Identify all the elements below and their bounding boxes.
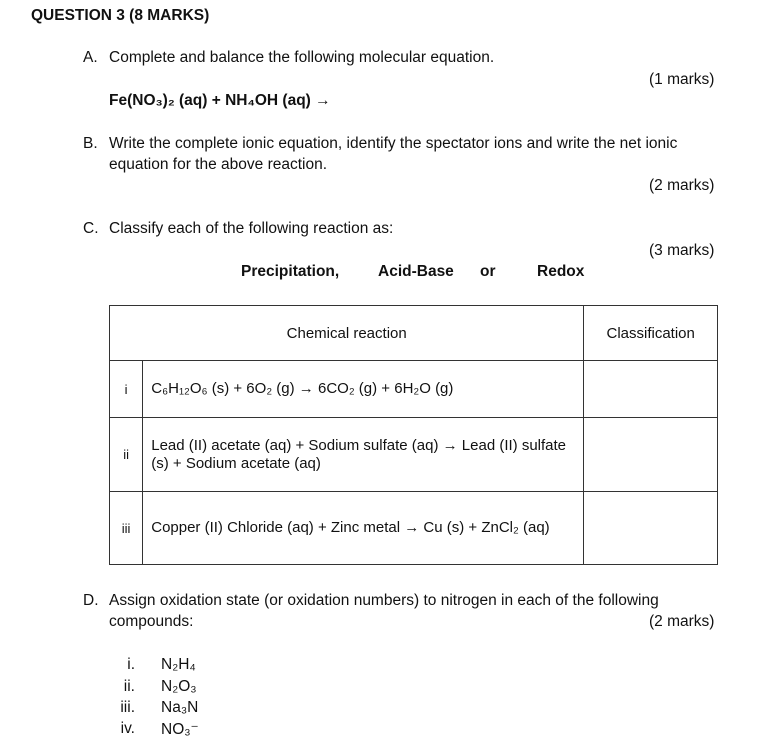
list-item-numeral: i. [127,656,135,673]
row-index: ii [110,418,143,492]
list-item-formula: N₂O₃ [161,678,197,695]
part-b-instruction-line1: Write the complete ionic equation, identify the spectator ions and write the net ionic [109,135,678,152]
part-a-letter: A. [83,49,98,66]
list-item-numeral: ii. [123,678,135,695]
list-item-formula: NO₃⁻ [161,721,199,738]
row-index: i [110,361,143,418]
reaction-classification-table [109,305,718,565]
header-classification: Classification [584,306,718,361]
header-chemical-reaction: Chemical reaction [110,306,584,361]
list-item-numeral: iii. [120,699,135,716]
part-a-instruction: Complete and balance the following molecular equation. [109,49,495,66]
part-c-marks: (3 marks) [649,242,715,259]
part-a-equation: Fe(NO₃)₂ (aq) + NH₄OH (aq) → [109,92,331,109]
part-b-instruction-line2: equation for the above reaction. [109,156,328,173]
row-index: iii [110,492,143,565]
table-header-row [110,306,718,361]
option-redox: Redox [537,263,585,280]
reaction-cell: Copper (II) Chloride (aq) + Zinc metal → Cu (s) + ZnCl₂ (aq) [143,492,584,565]
list-item-formula: Na₃N [161,699,199,716]
part-b-marks: (2 marks) [649,177,715,194]
table-row [110,418,718,492]
table-row [110,492,718,565]
part-d-marks: (2 marks) [649,613,715,630]
part-d-instruction-line2: compounds: [109,613,194,630]
option-acid-base: Acid-Base [378,263,454,280]
part-a-marks: (1 marks) [649,71,715,88]
classification-cell[interactable] [584,418,718,492]
part-c-instruction: Classify each of the following reaction as: [109,220,394,237]
classification-cell[interactable] [584,361,718,418]
part-b-letter: B. [83,135,98,152]
reaction-cell: C₆H₁₂O₆ (s) + 6O₂ (g) → 6CO₂ (g) + 6H₂O (g) [143,361,584,418]
classification-cell[interactable] [584,492,718,565]
list-item-numeral: iv. [120,720,135,737]
table-row [110,361,718,418]
question-title: QUESTION 3 (8 MARKS) [31,7,210,24]
option-precipitation: Precipitation, [241,263,340,280]
part-d-instruction-line1: Assign oxidation state (or oxidation numbers) to nitrogen in each of the following [109,592,659,609]
reaction-cell: Lead (II) acetate (aq) + Sodium sulfate (aq) → Lead (II) sulfate (s) + Sodium acetate (aq) [143,418,584,492]
option-or: or [480,263,496,280]
list-item-formula: N₂H₄ [161,656,196,673]
part-c-letter: C. [83,220,99,237]
part-d-letter: D. [83,592,99,609]
